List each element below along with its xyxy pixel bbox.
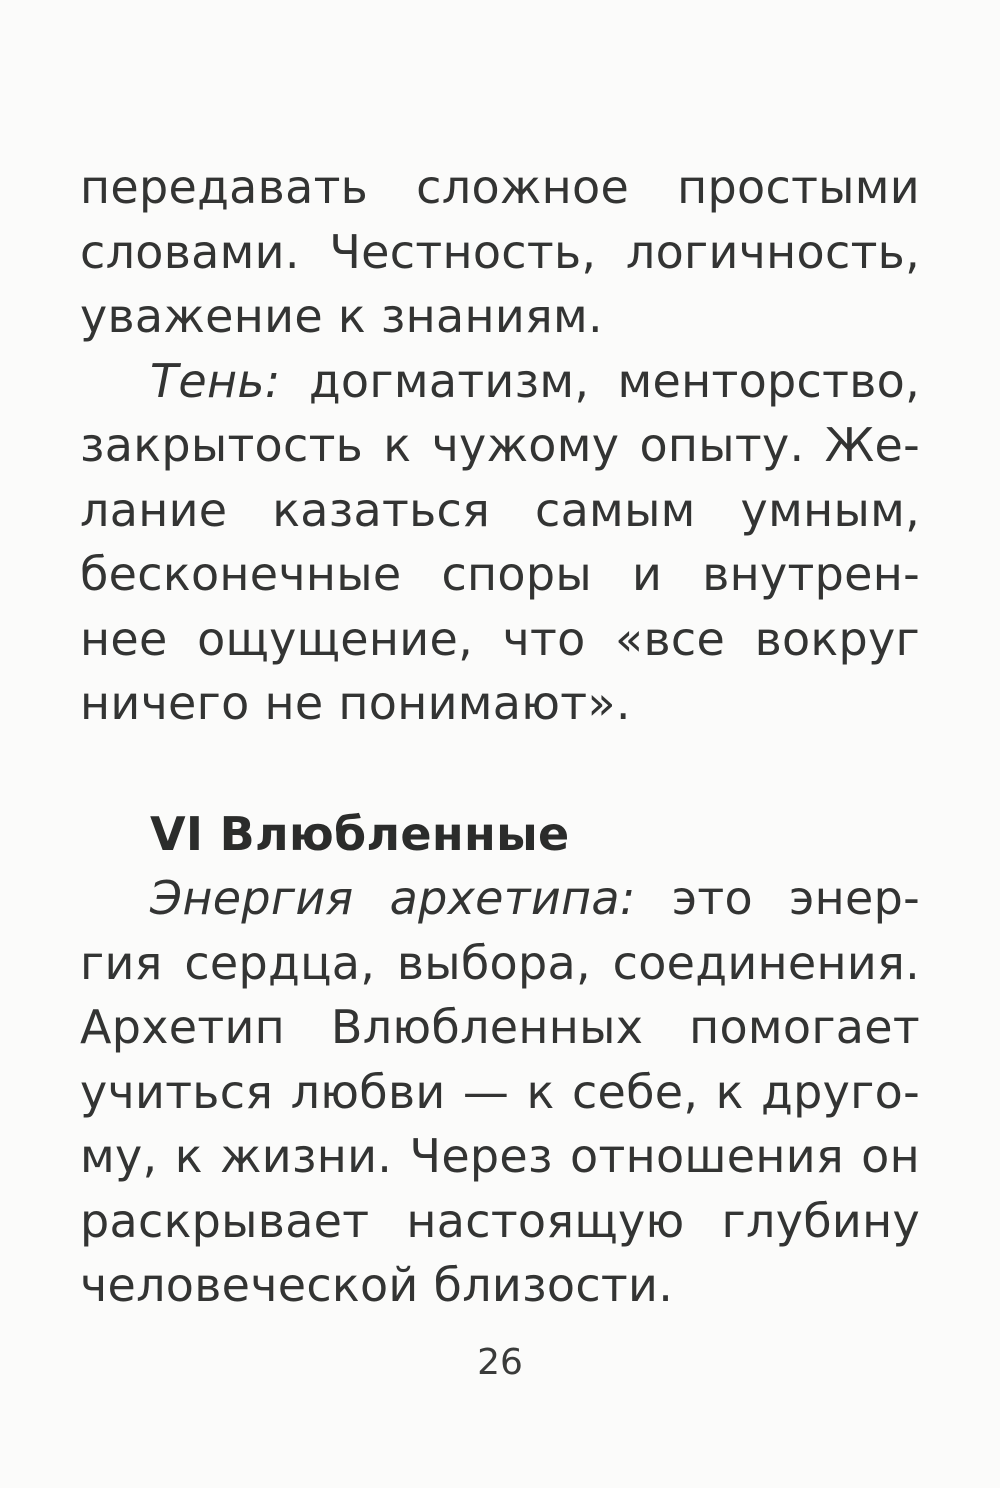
paragraph-shadow bbox=[80, 349, 920, 736]
text-line: словами. Честность, логичность, bbox=[80, 224, 920, 279]
paragraph-1 bbox=[80, 155, 920, 349]
text-line: нее ощущение, что «все вокруг bbox=[80, 611, 920, 666]
energy-label: Энергия архетипа: bbox=[150, 871, 636, 925]
section-spacer bbox=[80, 736, 920, 802]
text-line: лание казаться самым умным, bbox=[80, 482, 920, 537]
text-line: учиться любви — к себе, к друго- bbox=[80, 1064, 920, 1119]
text-fragment: догматизм, менторство, bbox=[280, 353, 920, 408]
text-line: человеческой близости. bbox=[80, 1258, 674, 1312]
text-line: Архетип Влюбленных помогает bbox=[80, 1000, 920, 1054]
text-line bbox=[80, 349, 920, 414]
text-line: передавать сложное простыми bbox=[80, 160, 920, 214]
text-line: бесконечные споры и внутрен- bbox=[80, 547, 920, 601]
text-line: ничего не понимают». bbox=[80, 676, 631, 730]
text-line bbox=[80, 866, 920, 931]
paragraph-energy bbox=[80, 866, 920, 1318]
text-line: раскрывает настоящую глубину bbox=[80, 1193, 920, 1248]
page-body bbox=[80, 155, 920, 1318]
section-heading: VI Влюбленные bbox=[150, 806, 570, 861]
text-line: закрытость к чужому опыту. Же- bbox=[80, 418, 920, 472]
text-fragment: это энер- bbox=[635, 871, 920, 925]
text-line: му, к жизни. Через отношения он bbox=[80, 1129, 920, 1183]
text-line: гия сердца, выбора, соединения. bbox=[80, 935, 920, 990]
page-number: 26 bbox=[477, 1342, 523, 1383]
shadow-label: Тень: bbox=[150, 353, 281, 408]
text-line: уважение к знаниям. bbox=[80, 289, 603, 343]
